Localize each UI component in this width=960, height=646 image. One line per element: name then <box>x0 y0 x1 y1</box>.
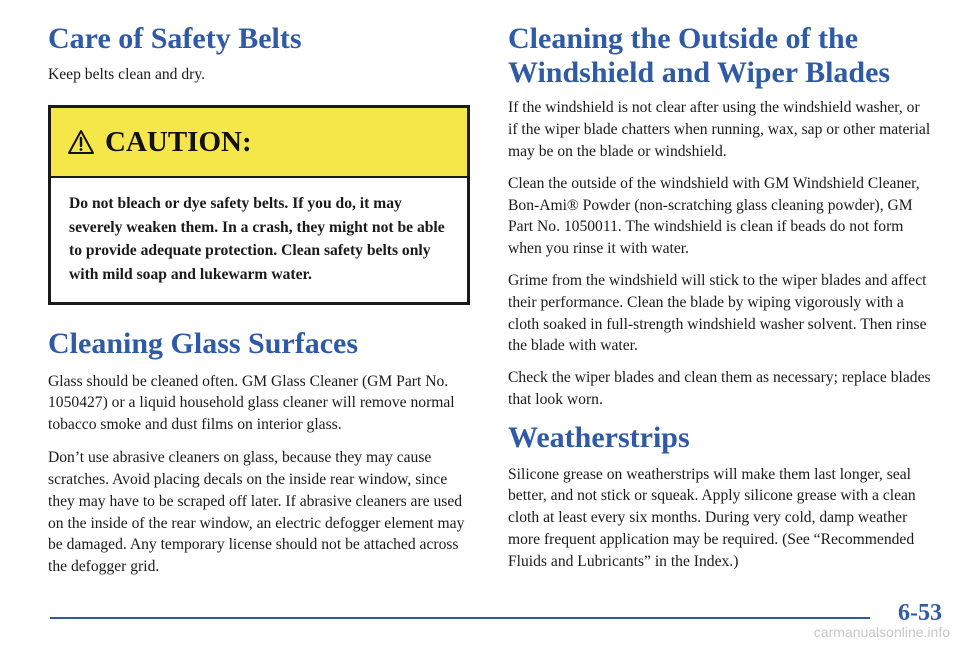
caution-box <box>48 105 470 305</box>
windshield-paragraph-4: Check the wiper blades and clean them as necessary; replace blades that look worn. <box>508 369 931 409</box>
caution-body <box>51 178 467 302</box>
page-number: 6-53 <box>898 600 942 626</box>
right-column <box>508 22 933 573</box>
glass-heading: Cleaning Glass Surfaces <box>48 326 359 360</box>
glass-paragraph-1: Glass should be cleaned often. GM Glass Cleaner (GM Part No. 1050427) or a liquid household glass cleaner will remove normal tobacco smoke and dust films on interior glass. <box>48 372 455 434</box>
warning-triangle-icon <box>67 129 95 155</box>
caution-label: CAUTION: <box>105 125 252 158</box>
safety-belts-heading: Care of Safety Belts <box>48 22 302 55</box>
glass-paragraph-2: Don’t use abrasive cleaners on glass, because they may cause scratches. Avoid placing decals on the inside rear window, since they may have to be scraped off later. If abrasive cleaners are used on the inside of the rear window, an electric defogger element may be damaged. Any temporary license should not be attached across the defogger grid. <box>48 449 465 576</box>
weatherstrips-paragraph: Silicone grease on weatherstrips will make them last longer, seal better, and not stick or squeak. Apply silicone grease with a clean cloth at least every six months. During very cold, damp weather more frequent application may be required. (See “Recommended Fluids and Lubricants” in the Index.) <box>508 465 916 570</box>
safety-belts-intro: Keep belts clean and dry. <box>48 65 206 83</box>
windshield-paragraph-2: Clean the outside of the windshield with GM Windshield Cleaner, Bon-Ami® Powder (non-scratching glass cleaning powder), GM Part No. 1050011. The windshield is clean if beads do not form when you rinse it with water. <box>508 174 920 258</box>
footer-rule <box>50 617 870 619</box>
weatherstrips-heading: Weatherstrips <box>508 420 690 454</box>
windshield-paragraph-1: If the windshield is not clear after using the windshield washer, or if the wiper blade chatters when running, wax, sap or other material may be on the blade or windshield. <box>508 99 931 160</box>
caution-text: Do not bleach or dye safety belts. If you do, it may severely weaken them. In a crash, they might not be able to provide adequate protection. Clean safety belts only with mild soap and lukewarm water. <box>69 195 445 283</box>
windshield-heading-line-1: Cleaning the Outside of the <box>508 22 859 55</box>
watermark: carmanualsonline.info <box>813 624 950 640</box>
windshield-heading-line-2: Windshield and Wiper Blades <box>508 55 891 89</box>
left-column <box>48 22 476 578</box>
windshield-paragraph-3: Grime from the windshield will stick to the wiper blades and affect their performance. Clean the blade by wiping vigorously with a cloth soaked in full-strength windshield washer solvent. Then rinse the blade with water. <box>508 271 927 355</box>
caution-header <box>51 108 467 178</box>
windshield-heading <box>508 22 933 89</box>
